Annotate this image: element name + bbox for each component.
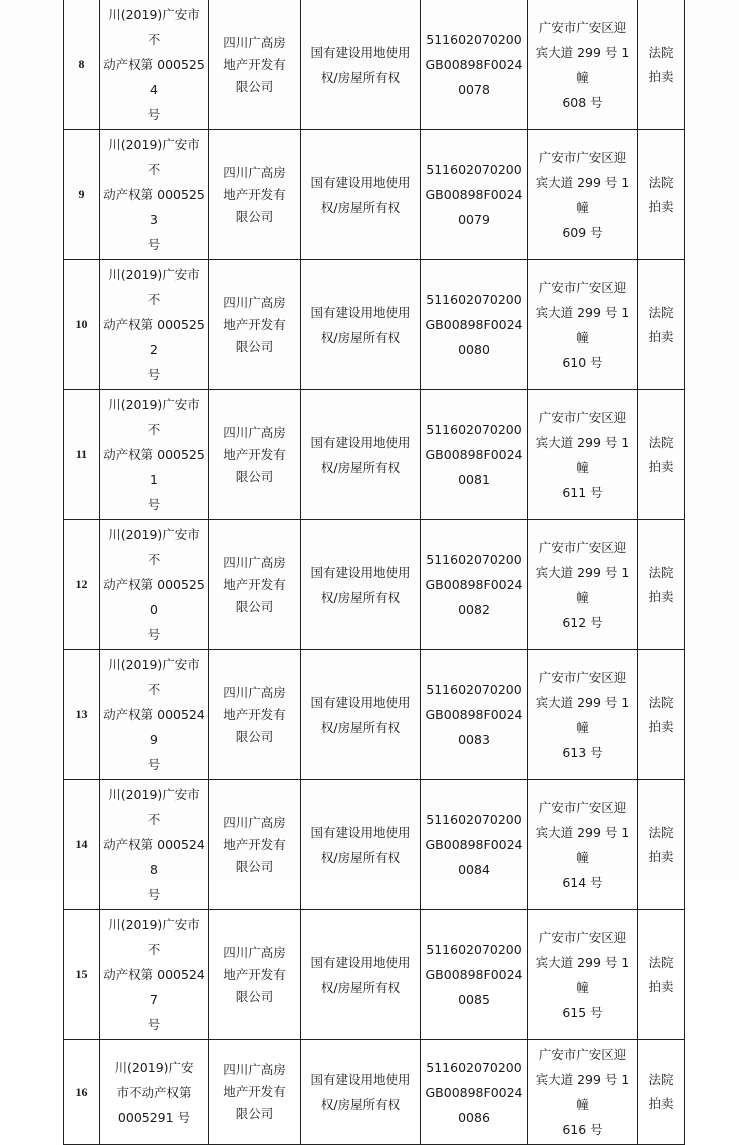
unit-number-line: GB00898F0024 — [425, 187, 523, 202]
table-row — [64, 910, 685, 1040]
owner-cell — [209, 260, 301, 390]
right-type-line: 国有建设用地使用 — [310, 824, 411, 840]
location-line: 宾大道 299 号 1 幢 — [535, 174, 630, 215]
table-row — [64, 780, 685, 910]
location-line: 宾大道 299 号 1 幢 — [535, 954, 630, 995]
owner-line: 地产开发有 — [223, 966, 286, 982]
certificate-number-line: 动产权第 0005248 — [103, 837, 205, 877]
certificate-number-line: 0005291 号 — [117, 1109, 191, 1125]
right-type-line: 权/房屋所有权 — [320, 979, 401, 995]
certificate-number-line: 号 — [147, 367, 161, 382]
row-number-cell: 11 — [64, 390, 100, 520]
disposal-method-cell — [638, 260, 685, 390]
unit-number-line: 511602070200 — [426, 682, 522, 697]
location-line: 广安市广安区迎 — [538, 799, 627, 815]
certificate-number-line: 川(2019)广安 — [114, 1059, 194, 1075]
row-number-cell: 13 — [64, 650, 100, 780]
certificate-number-line: 动产权第 0005250 — [103, 577, 205, 617]
unit-number-line: GB00898F0024 — [425, 57, 523, 72]
certificate-number-line: 川(2019)广安市不 — [108, 397, 200, 437]
disposal-method-line: 法院 — [648, 304, 674, 320]
right-type-cell — [301, 520, 421, 650]
right-type-line: 国有建设用地使用 — [310, 1072, 411, 1087]
row-number-cell: 12 — [64, 520, 100, 650]
unit-number-cell — [421, 0, 528, 130]
certificate-number-line: 动产权第 0005253 — [103, 187, 205, 227]
owner-line: 地产开发有 — [223, 316, 286, 332]
unit-number-cell — [421, 1040, 528, 1145]
owner-line: 四川广高房 — [223, 424, 286, 440]
unit-number-line: 0081 — [458, 472, 490, 487]
location-line: 宾大道 299 号 1 幢 — [535, 304, 630, 345]
location-line: 广安市广安区迎 — [538, 929, 627, 945]
disposal-method-cell — [638, 130, 685, 260]
location-line: 宾大道 299 号 1 幢 — [535, 434, 630, 475]
location-line: 宾大道 299 号 1 幢 — [535, 694, 630, 735]
location-cell — [528, 650, 638, 780]
right-type-line: 国有建设用地使用 — [310, 434, 411, 450]
certificate-number-cell — [100, 0, 209, 130]
owner-line: 四川广高房 — [223, 554, 286, 570]
disposal-method-line: 拍卖 — [648, 328, 674, 344]
table-row — [64, 130, 685, 260]
unit-number-line: 0083 — [458, 732, 490, 747]
unit-number-line: 511602070200 — [426, 162, 522, 177]
certificate-number-line: 号 — [147, 627, 161, 642]
unit-number-line: 511602070200 — [426, 552, 522, 567]
unit-number-line: 0082 — [458, 602, 490, 617]
certificate-number-line: 市不动产权第 — [116, 1084, 192, 1100]
certificate-number-line: 号 — [147, 237, 161, 252]
unit-number-cell — [421, 520, 528, 650]
row-number-cell: 10 — [64, 260, 100, 390]
owner-line: 限公司 — [235, 988, 274, 1004]
location-line: 广安市广安区迎 — [538, 409, 627, 425]
unit-number-cell — [421, 390, 528, 520]
row-number-cell: 14 — [64, 780, 100, 910]
unit-number-line: 511602070200 — [426, 812, 522, 827]
unit-number-line: 511602070200 — [426, 942, 522, 957]
right-type-cell — [301, 1040, 421, 1145]
owner-line: 限公司 — [235, 338, 274, 354]
location-line: 宾大道 299 号 1 幢 — [535, 824, 630, 865]
right-type-line: 权/房屋所有权 — [320, 1097, 401, 1112]
owner-line: 限公司 — [235, 598, 274, 614]
location-line: 612 号 — [562, 614, 603, 630]
owner-line: 限公司 — [235, 78, 274, 94]
certificate-number-line: 号 — [147, 1017, 161, 1032]
location-cell — [528, 910, 638, 1040]
right-type-line: 权/房屋所有权 — [320, 329, 401, 345]
owner-cell — [209, 910, 301, 1040]
certificate-number-cell — [100, 130, 209, 260]
certificate-number-line: 动产权第 0005249 — [103, 707, 205, 747]
owner-line: 限公司 — [235, 728, 274, 744]
owner-cell — [209, 390, 301, 520]
location-line: 广安市广安区迎 — [538, 539, 627, 555]
right-type-line: 权/房屋所有权 — [320, 589, 401, 605]
disposal-method-line: 法院 — [648, 434, 674, 450]
disposal-method-line: 法院 — [648, 1072, 674, 1087]
owner-line: 四川广高房 — [223, 1062, 286, 1077]
owner-line: 限公司 — [235, 468, 274, 484]
certificate-number-line: 川(2019)广安市不 — [108, 917, 200, 957]
disposal-method-cell — [638, 520, 685, 650]
disposal-method-line: 法院 — [648, 824, 674, 840]
disposal-method-line: 法院 — [648, 174, 674, 190]
certificate-number-line: 号 — [147, 757, 161, 772]
disposal-method-line: 拍卖 — [648, 68, 674, 84]
table-row — [64, 260, 685, 390]
right-type-line: 国有建设用地使用 — [310, 564, 411, 580]
owner-cell — [209, 130, 301, 260]
right-type-line: 国有建设用地使用 — [310, 954, 411, 970]
right-type-cell — [301, 260, 421, 390]
location-line: 611 号 — [562, 484, 603, 500]
owner-cell — [209, 0, 301, 130]
right-type-line: 国有建设用地使用 — [310, 174, 411, 190]
unit-number-line: 511602070200 — [426, 422, 522, 437]
disposal-method-line: 法院 — [648, 954, 674, 970]
location-line: 广安市广安区迎 — [538, 19, 627, 35]
disposal-method-cell — [638, 1040, 685, 1145]
certificate-number-line: 号 — [147, 107, 161, 122]
owner-line: 地产开发有 — [223, 706, 286, 722]
owner-line: 地产开发有 — [223, 576, 286, 592]
location-line: 615 号 — [562, 1004, 603, 1020]
disposal-method-cell — [638, 390, 685, 520]
certificate-number-line: 动产权第 0005254 — [103, 57, 205, 97]
location-cell — [528, 390, 638, 520]
row-number-cell: 15 — [64, 910, 100, 1040]
owner-cell — [209, 780, 301, 910]
certificate-number-line: 川(2019)广安市不 — [108, 267, 200, 307]
disposal-method-cell — [638, 650, 685, 780]
disposal-method-line: 法院 — [648, 44, 674, 60]
owner-line: 地产开发有 — [223, 1084, 286, 1099]
certificate-number-line: 川(2019)广安市不 — [108, 7, 200, 47]
unit-number-line: 0080 — [458, 342, 490, 357]
owner-line: 地产开发有 — [223, 186, 286, 202]
unit-number-cell — [421, 650, 528, 780]
location-line: 614 号 — [562, 874, 603, 890]
location-line: 广安市广安区迎 — [538, 1047, 627, 1062]
certificate-number-cell — [100, 260, 209, 390]
right-type-line: 权/房屋所有权 — [320, 459, 401, 475]
unit-number-cell — [421, 780, 528, 910]
row-number-cell: 16 — [64, 1040, 100, 1145]
disposal-method-cell — [638, 780, 685, 910]
certificate-number-line: 川(2019)广安市不 — [108, 137, 200, 177]
disposal-method-cell — [638, 910, 685, 1040]
disposal-method-line: 拍卖 — [648, 588, 674, 604]
location-cell — [528, 520, 638, 650]
certificate-number-cell — [100, 650, 209, 780]
right-type-cell — [301, 0, 421, 130]
right-type-cell — [301, 650, 421, 780]
table-body — [64, 0, 685, 1145]
owner-cell — [209, 1040, 301, 1145]
right-type-cell — [301, 910, 421, 1040]
unit-number-cell — [421, 130, 528, 260]
disposal-method-line: 拍卖 — [648, 198, 674, 214]
unit-number-line: 0078 — [458, 82, 490, 97]
unit-number-line: 0079 — [458, 212, 490, 227]
certificate-number-line: 动产权第 0005247 — [103, 967, 205, 1007]
disposal-method-line: 拍卖 — [648, 848, 674, 864]
certificate-number-line: 动产权第 0005252 — [103, 317, 205, 357]
certificate-number-cell — [100, 520, 209, 650]
right-type-cell — [301, 390, 421, 520]
location-line: 广安市广安区迎 — [538, 279, 627, 295]
owner-line: 四川广高房 — [223, 164, 286, 180]
certificate-number-cell — [100, 780, 209, 910]
owner-line: 四川广高房 — [223, 294, 286, 310]
right-type-line: 国有建设用地使用 — [310, 44, 411, 60]
row-number-cell: 9 — [64, 130, 100, 260]
unit-number-cell — [421, 910, 528, 1040]
disposal-method-line: 拍卖 — [648, 978, 674, 994]
location-line: 616 号 — [562, 1122, 603, 1137]
location-line: 广安市广安区迎 — [538, 149, 627, 165]
certificate-number-cell — [100, 910, 209, 1040]
location-line: 宾大道 299 号 1 幢 — [535, 564, 630, 605]
owner-cell — [209, 520, 301, 650]
certificate-number-line: 川(2019)广安市不 — [108, 657, 200, 697]
certificate-number-line: 动产权第 0005251 — [103, 447, 205, 487]
certificate-number-cell — [100, 390, 209, 520]
owner-cell — [209, 650, 301, 780]
owner-line: 地产开发有 — [223, 446, 286, 462]
location-cell — [528, 260, 638, 390]
owner-line: 限公司 — [235, 858, 274, 874]
unit-number-line: GB00898F0024 — [425, 577, 523, 592]
unit-number-line: 0085 — [458, 992, 490, 1007]
owner-line: 限公司 — [235, 208, 274, 224]
table-row — [64, 1040, 685, 1145]
location-cell — [528, 780, 638, 910]
right-type-line: 权/房屋所有权 — [320, 69, 401, 85]
disposal-method-line: 法院 — [648, 694, 674, 710]
right-type-line: 权/房屋所有权 — [320, 719, 401, 735]
unit-number-line: 0086 — [458, 1109, 490, 1125]
right-type-cell — [301, 130, 421, 260]
disposal-method-line: 法院 — [648, 564, 674, 580]
location-line: 609 号 — [562, 224, 603, 240]
owner-line: 地产开发有 — [223, 836, 286, 852]
table-row — [64, 390, 685, 520]
owner-line: 地产开发有 — [223, 56, 286, 72]
owner-line: 四川广高房 — [223, 814, 286, 830]
certificate-number-cell — [100, 1040, 209, 1145]
unit-number-line: GB00898F0024 — [425, 707, 523, 722]
unit-number-line: GB00898F0024 — [425, 1084, 523, 1100]
disposal-method-line: 拍卖 — [648, 458, 674, 474]
owner-line: 限公司 — [235, 1106, 274, 1121]
owner-line: 四川广高房 — [223, 944, 286, 960]
certificate-number-line: 川(2019)广安市不 — [108, 527, 200, 567]
unit-number-line: GB00898F0024 — [425, 317, 523, 332]
unit-number-line: 0084 — [458, 862, 490, 877]
disposal-method-cell — [638, 0, 685, 130]
unit-number-line: GB00898F0024 — [425, 447, 523, 462]
right-type-line: 权/房屋所有权 — [320, 849, 401, 865]
row-number-cell: 8 — [64, 0, 100, 130]
location-line: 宾大道 299 号 1 幢 — [535, 44, 630, 85]
table-row — [64, 0, 685, 130]
table-row — [64, 650, 685, 780]
unit-number-line: GB00898F0024 — [425, 967, 523, 982]
unit-number-line: 511602070200 — [426, 292, 522, 307]
certificate-number-line: 川(2019)广安市不 — [108, 787, 200, 827]
disposal-method-line: 拍卖 — [648, 718, 674, 734]
location-cell — [528, 130, 638, 260]
property-registry-table — [63, 0, 685, 1145]
certificate-number-line: 号 — [147, 887, 161, 902]
unit-number-line: 511602070200 — [426, 32, 522, 47]
right-type-line: 国有建设用地使用 — [310, 304, 411, 320]
disposal-method-line: 拍卖 — [648, 1096, 674, 1111]
unit-number-line: GB00898F0024 — [425, 837, 523, 852]
unit-number-cell — [421, 260, 528, 390]
location-line: 608 号 — [562, 94, 603, 110]
location-line: 广安市广安区迎 — [538, 669, 627, 685]
location-line: 610 号 — [562, 354, 603, 370]
owner-line: 四川广高房 — [223, 684, 286, 700]
table-row — [64, 520, 685, 650]
right-type-line: 权/房屋所有权 — [320, 199, 401, 215]
location-line: 613 号 — [562, 744, 603, 760]
location-cell — [528, 0, 638, 130]
location-cell — [528, 1040, 638, 1145]
owner-line: 四川广高房 — [223, 34, 286, 50]
right-type-cell — [301, 780, 421, 910]
unit-number-line: 511602070200 — [426, 1059, 522, 1075]
location-line: 宾大道 299 号 1 幢 — [535, 1072, 630, 1112]
right-type-line: 国有建设用地使用 — [310, 694, 411, 710]
certificate-number-line: 号 — [147, 497, 161, 512]
